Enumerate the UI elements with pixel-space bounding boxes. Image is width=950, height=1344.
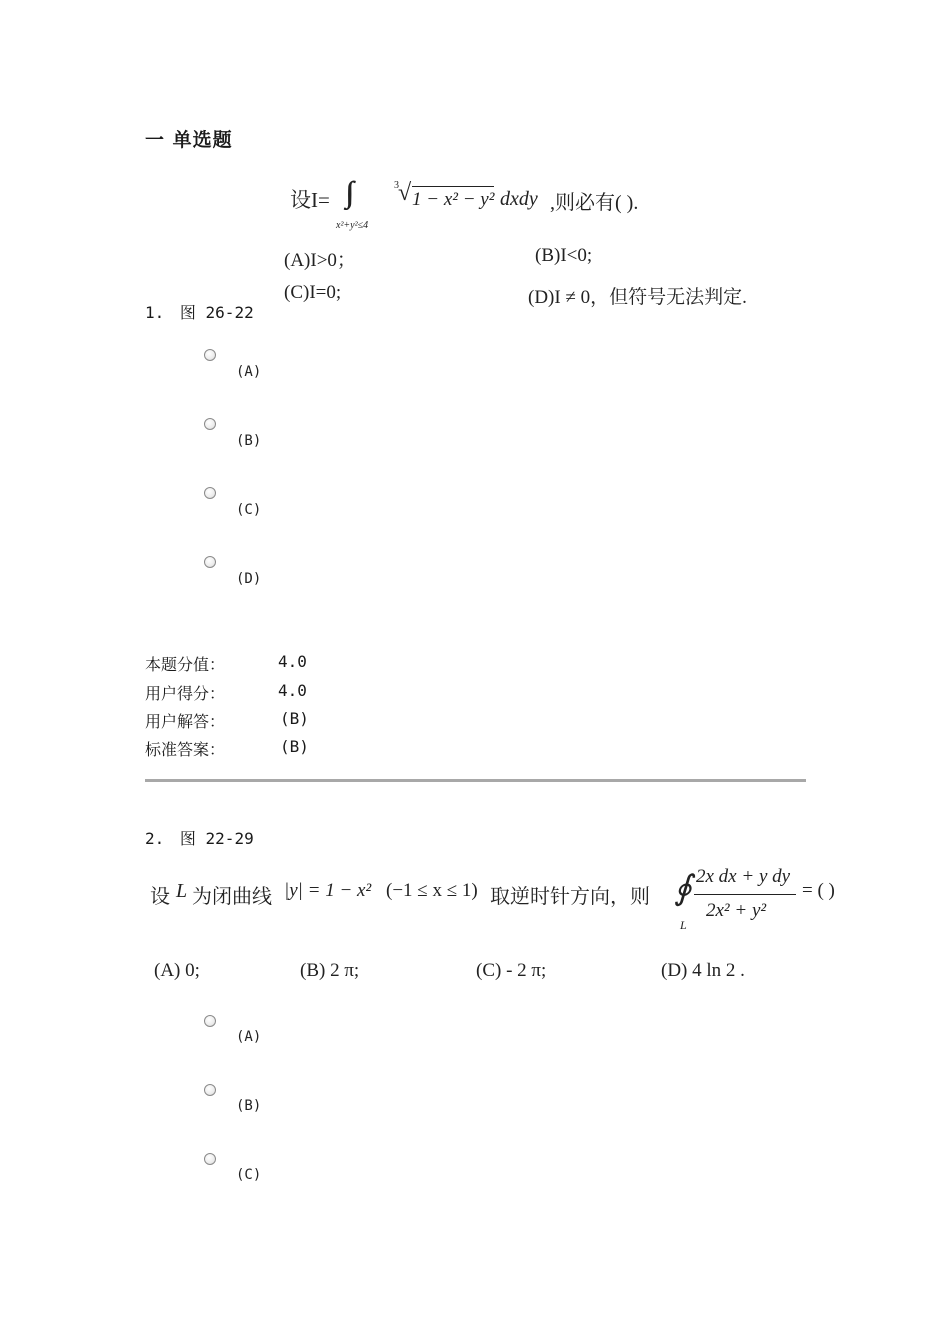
q1-option-c-radio[interactable] — [204, 487, 216, 499]
contour-integral-icon: ∮ — [674, 870, 692, 907]
q2-choice-d: (D) 4 ln 2 . — [661, 960, 745, 981]
q2-choice-b: (B) 2 π; — [300, 960, 360, 981]
q2-option-b-label: (B) — [236, 1098, 262, 1114]
q2-choice-a: (A) 0; — [154, 960, 200, 981]
q1-choice-d: (D)I ≠ 0，但符号无法判定. — [528, 287, 747, 308]
q1-figure-label: 图 26-22 — [179, 303, 254, 322]
radical-sign-icon: √ — [398, 180, 412, 206]
score-value-points: 4.0 — [278, 652, 307, 671]
score-label-standard-answer: 标准答案： — [145, 740, 226, 759]
q2-choice-c: (C) - 2 π; — [476, 960, 547, 981]
q2-option-a-radio[interactable] — [204, 1015, 216, 1027]
question-divider — [145, 779, 806, 782]
q1-stem-suffix: ,则必有( ). — [550, 192, 639, 214]
q1-option-c-label: (C) — [236, 502, 262, 518]
q2-figure-label: 图 22-29 — [179, 829, 254, 848]
q1-formula — [284, 178, 810, 308]
q1-stem-prefix: 设I= — [290, 188, 330, 212]
q1-option-d-radio[interactable] — [204, 556, 216, 568]
q2-header — [145, 826, 254, 849]
q2-range: (−1 ≤ x ≤ 1) — [386, 880, 478, 901]
q2-option-c-radio[interactable] — [204, 1153, 216, 1165]
q1-option-a-label: (A) — [236, 364, 262, 380]
q1-differential: dxdy — [500, 188, 538, 210]
score-label-points: 本题分值： — [145, 655, 226, 674]
q1-option-b-label: (B) — [236, 433, 262, 449]
q2-option-a-label: (A) — [236, 1029, 262, 1045]
score-value-user-score: 4.0 — [278, 681, 307, 700]
q2-stem-prefix: 设 — [150, 886, 170, 908]
q2-number: 2. — [145, 829, 165, 848]
q2-option-c-label: (C) — [236, 1167, 262, 1183]
q2-curve-equation: |y| = 1 − x² — [284, 880, 372, 901]
score-label-user-score: 用户得分： — [145, 684, 226, 703]
section-title: 一 单选题 — [145, 129, 233, 151]
q2-contour-sub: L — [680, 918, 687, 932]
q2-denominator: 2x² + y² — [706, 900, 767, 921]
q1-cube-root-index: 3 — [394, 180, 399, 191]
q1-header — [145, 300, 254, 323]
score-value-standard-answer: (B) — [280, 737, 309, 756]
q2-curve-symbol: L — [176, 880, 188, 902]
q1-option-b-radio[interactable] — [204, 418, 216, 430]
q2-stem-mid: 为闭曲线 — [192, 886, 272, 908]
q2-numerator: 2x dx + y dy — [696, 866, 791, 887]
q1-choice-b: (B)I<0; — [535, 245, 593, 266]
score-value-user-answer: (B) — [280, 709, 309, 728]
fraction-bar — [694, 894, 796, 895]
q2-equals: = ( ) — [802, 880, 835, 901]
score-label-user-answer: 用户解答： — [145, 712, 226, 731]
q1-choice-a: (A)I>0； — [284, 250, 356, 271]
q2-formula — [150, 862, 890, 992]
q1-choice-c: (C)I=0; — [284, 282, 342, 303]
q1-integral-region: x²+y²≤4 — [336, 220, 369, 231]
q2-option-b-radio[interactable] — [204, 1084, 216, 1096]
q1-option-a-radio[interactable] — [204, 349, 216, 361]
q1-radicand: 1 − x² − y² — [412, 186, 494, 211]
q2-stem-mid2: 取逆时针方向，则 — [490, 886, 650, 908]
q1-number: 1. — [145, 303, 165, 322]
q1-option-d-label: (D) — [236, 571, 262, 587]
